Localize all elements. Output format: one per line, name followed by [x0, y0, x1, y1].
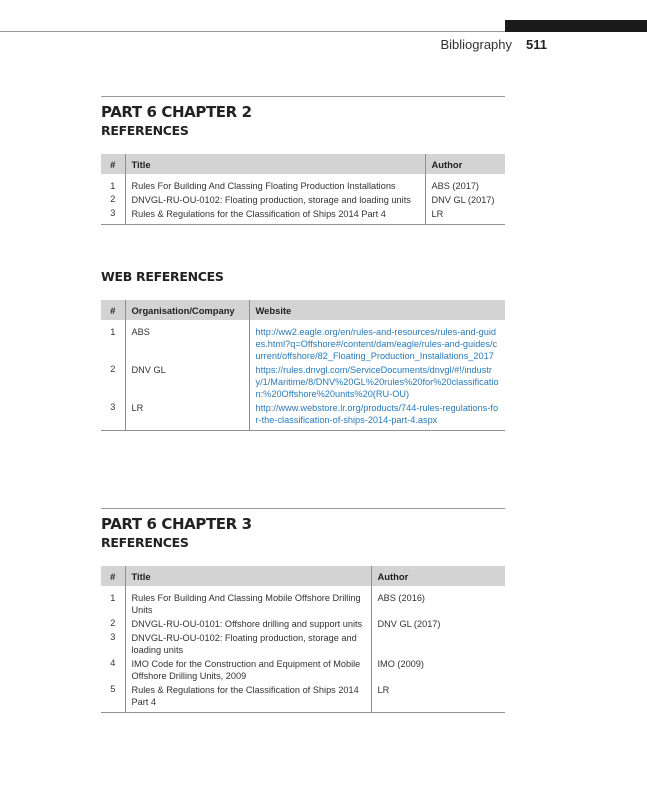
- table-row: [101, 586, 505, 617]
- reference-author: LR: [371, 683, 505, 713]
- reference-title: Rules & Regulations for the Classification of Ships 2014 Part 4: [125, 683, 371, 713]
- table-row: [101, 617, 505, 631]
- references-heading: REFERENCES: [101, 123, 189, 138]
- row-number: 1: [110, 181, 116, 191]
- running-head: [440, 37, 547, 52]
- row-number: 1: [110, 593, 116, 603]
- organisation: ABS: [125, 320, 249, 363]
- row-number: 3: [110, 208, 116, 218]
- row-number: 3: [110, 632, 116, 642]
- table-row: [101, 207, 505, 225]
- references-table: [101, 154, 505, 225]
- column-header: #: [110, 304, 116, 316]
- web-references-table: [101, 300, 505, 431]
- reference-title: IMO Code for the Construction and Equipment of Mobile Offshore Drilling Units, 2009: [125, 657, 371, 683]
- column-header: #: [110, 158, 116, 170]
- table-row: [101, 174, 505, 193]
- reference-title: DNVGL-RU-OU-0102: Floating production, storage and loading units: [125, 631, 371, 657]
- organisation: DNV GL: [125, 363, 249, 401]
- header-rule: [0, 31, 505, 32]
- references-table: [101, 566, 505, 713]
- table-row: [101, 320, 505, 363]
- reference-title: Rules & Regulations for the Classification of Ships 2014 Part 4: [125, 207, 425, 225]
- organisation: LR: [125, 401, 249, 431]
- web-references-section: [101, 268, 505, 431]
- table-row: [101, 363, 505, 401]
- table-header: [101, 566, 505, 586]
- website-link[interactable]: https://rules.dnvgl.com/ServiceDocuments/dnvgl/#!/industry/1/Maritime/8/DNV%20GL%20rules%20for%20classification:%20Offshore%20units%20(RU-OU): [249, 363, 505, 401]
- chapter-title: PART 6 CHAPTER 2: [101, 103, 252, 121]
- header-bar: [505, 20, 647, 32]
- part6-chapter3-section: [101, 508, 505, 713]
- row-number: 2: [110, 364, 116, 374]
- table-row: [101, 631, 505, 657]
- part6-chapter2-section: [101, 96, 505, 225]
- reference-author: [371, 631, 505, 657]
- chapter-title: PART 6 CHAPTER 3: [101, 515, 252, 533]
- reference-author: LR: [425, 207, 505, 225]
- column-header: Website: [249, 300, 505, 320]
- reference-title: Rules For Building And Classing Mobile Offshore Drilling Units: [125, 586, 371, 617]
- row-number: 5: [110, 684, 116, 694]
- references-heading: REFERENCES: [101, 535, 189, 550]
- table-row: [101, 683, 505, 713]
- table-row: [101, 193, 505, 207]
- page-number: 511: [526, 37, 547, 52]
- column-header: Organisation/Company: [125, 300, 249, 320]
- column-header: Author: [425, 154, 505, 174]
- section-name: Bibliography: [440, 37, 513, 52]
- reference-author: IMO (2009): [371, 657, 505, 683]
- column-header: Title: [125, 154, 425, 174]
- reference-author: DNV GL (2017): [371, 617, 505, 631]
- row-number: 2: [110, 194, 116, 204]
- row-number: 3: [110, 402, 116, 412]
- web-references-heading: WEB REFERENCES: [101, 269, 224, 284]
- column-header: Title: [125, 566, 371, 586]
- website-link[interactable]: http://ww2.eagle.org/en/rules-and-resources/rules-and-guides.html?q=Offshore#/content/dam/eagle/rules-and-guides/current/offshore/82_Floating_Production_Installations_2017: [249, 320, 505, 363]
- reference-title: DNVGL-RU-OU-0102: Floating production, storage and loading units: [125, 193, 425, 207]
- row-number: 2: [110, 618, 116, 628]
- table-header: [101, 300, 505, 320]
- row-number: 1: [110, 327, 116, 337]
- row-number: 4: [110, 658, 116, 668]
- table-row: [101, 401, 505, 431]
- reference-title: Rules For Building And Classing Floating Production Installations: [125, 174, 425, 193]
- reference-author: ABS (2017): [425, 174, 505, 193]
- reference-author: DNV GL (2017): [425, 193, 505, 207]
- table-row: [101, 657, 505, 683]
- website-link[interactable]: http://www.webstore.lr.org/products/744-rules-regulations-for-the-classification-of-ships-2014-part-4.aspx: [249, 401, 505, 431]
- table-header: [101, 154, 505, 174]
- reference-author: ABS (2016): [371, 586, 505, 617]
- column-header: Author: [371, 566, 505, 586]
- column-header: #: [110, 570, 116, 582]
- reference-title: DNVGL-RU-OU-0101: Offshore drilling and support units: [125, 617, 371, 631]
